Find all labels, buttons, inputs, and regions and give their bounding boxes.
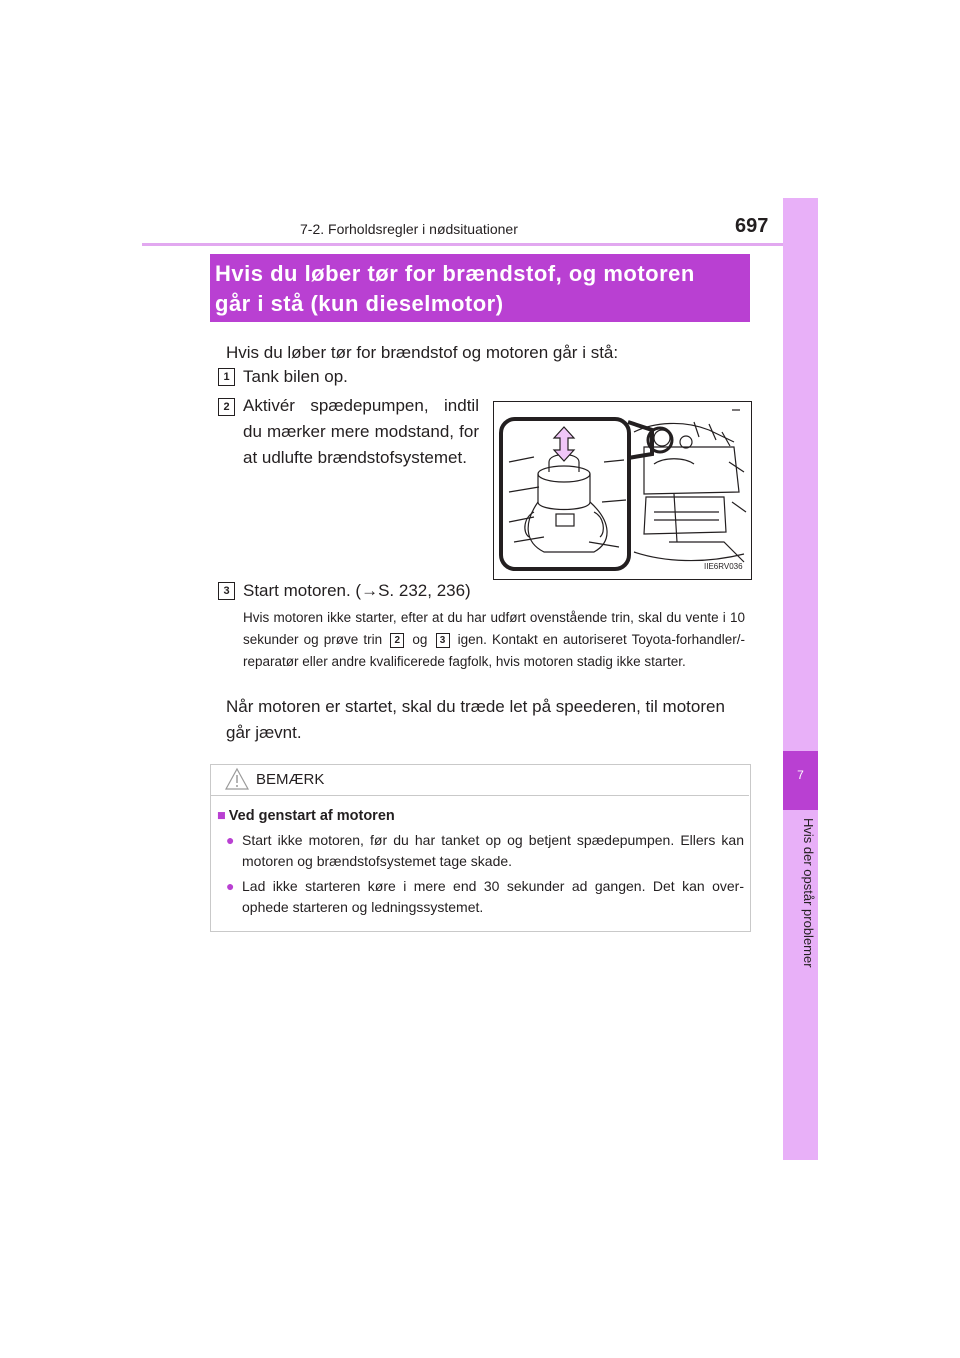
- page-number: 697: [735, 215, 769, 237]
- step-3-text: Start motoren. (→S. 232, 236): [243, 581, 471, 600]
- illustration-code: IIE6RV036: [704, 562, 743, 571]
- side-tab-upper: [783, 198, 818, 751]
- notice-bullet-text: Start ikke motoren, før du har tanket op og betjent spædepumpen. Ellers kan motoren og brændstofsystemet tage skade.: [242, 832, 744, 869]
- notice-divider: [211, 795, 749, 796]
- step-3-note-part-2: igen. Kontakt en autoriseret Toyota-forhandler/-reparatør eller andre kvalificerede fagfolk, hvis motoren stadig ikke starter.: [243, 632, 745, 669]
- notice-heading: [217, 808, 395, 824]
- notice-bullet: [226, 830, 744, 872]
- notice-bullet-text: Lad ikke starteren køre i mere end 30 sekunder ad gangen. Det kan over-ophede starteren og ledningssystemet.: [242, 878, 744, 915]
- step-3-note-and: og: [412, 632, 428, 647]
- header-divider: [142, 243, 818, 246]
- step-3-note: [243, 607, 745, 673]
- step-1-number: 1: [218, 368, 235, 386]
- step-3-note-part-1: Hvis motoren ikke starter, efter at du har udført ovenstående trin, skal du vente i 10 sekunder og prøve trin: [243, 610, 745, 647]
- side-tab-chapter-number: 7: [797, 768, 804, 782]
- step-ref-3: 3: [436, 633, 450, 648]
- notice-bullet: [226, 876, 744, 918]
- engine-bay-illustration: [493, 401, 752, 580]
- priming-pump-drawing: [494, 402, 751, 579]
- side-tab-chapter-title: Hvis der opstår problemer: [801, 818, 816, 968]
- page-title: [215, 259, 750, 319]
- warning-icon: [224, 767, 250, 791]
- page-title-line-2: går i stå (kun dieselmotor): [215, 291, 504, 316]
- intro-text: Hvis du løber tør for brændstof og motoren går i stå:: [226, 343, 619, 362]
- notice-label: BEMÆRK: [256, 771, 325, 788]
- step-ref-2: 2: [390, 633, 404, 648]
- after-start-text: Når motoren er startet, skal du træde let på speederen, til motoren går jævnt.: [226, 697, 725, 742]
- section-header: 7-2. Forholdsregler i nødsituationer: [300, 221, 518, 237]
- step-1-text: Tank bilen op.: [243, 367, 348, 386]
- step-3-number: 3: [218, 582, 235, 600]
- notice-heading-text: Ved genstart af motoren: [228, 808, 395, 824]
- step-2-number: 2: [218, 398, 235, 416]
- step-2-text: Aktivér spædepumpen, indtil du mærker mere modstand, for at udlufte brændstofsystemet.: [243, 396, 479, 467]
- page-title-line-1: Hvis du løber tør for brændstof, og motoren: [215, 261, 695, 286]
- bullet-dot-icon: ●: [226, 878, 235, 894]
- square-bullet-icon: ■: [217, 808, 226, 824]
- bullet-dot-icon: ●: [226, 832, 235, 848]
